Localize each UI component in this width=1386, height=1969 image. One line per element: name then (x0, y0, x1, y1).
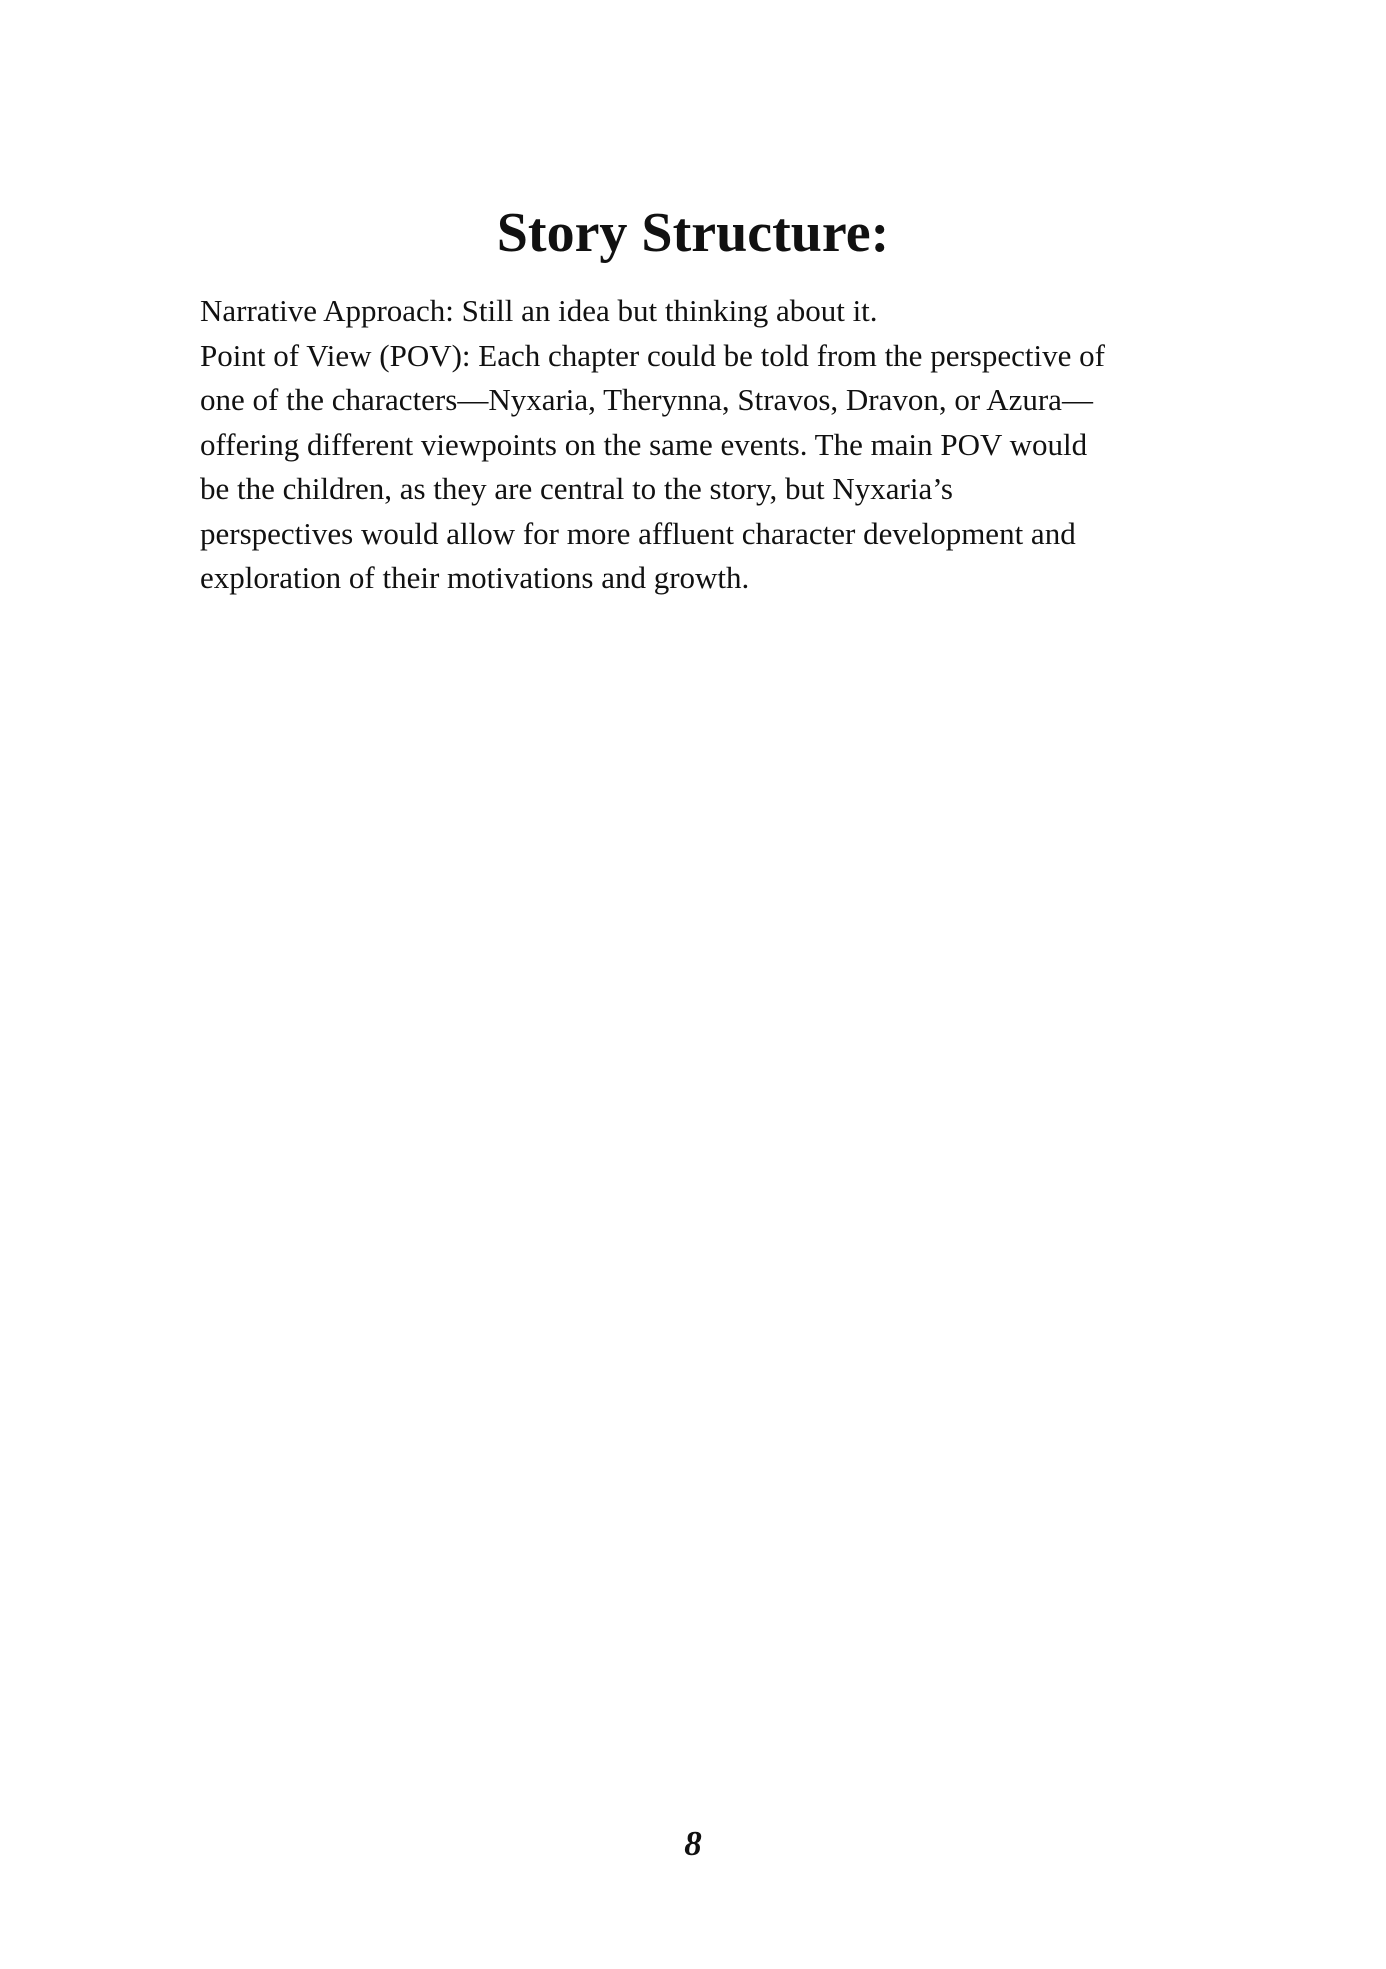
body-line: Narrative Approach: Still an idea but thinking about it. (200, 293, 878, 328)
body-line: offering different viewpoints on the same events. The main POV would (200, 426, 1088, 462)
body-line: one of the characters—Nyxaria, Therynna, Stravos, Dravon, or Azura— (200, 382, 1093, 417)
body-line: be the children, as they are central to the story, but Nyxaria’s (200, 471, 953, 506)
body-line: Point of View (POV): Each chapter could be told from the perspective of (200, 337, 1105, 373)
page-number: 8 (684, 1824, 702, 1863)
body-line: exploration of their motivations and growth. (200, 560, 750, 595)
body-text (200, 289, 1200, 601)
page-title: Story Structure: (496, 202, 890, 264)
body-line: perspectives would allow for more affluent character development and (200, 515, 1076, 551)
